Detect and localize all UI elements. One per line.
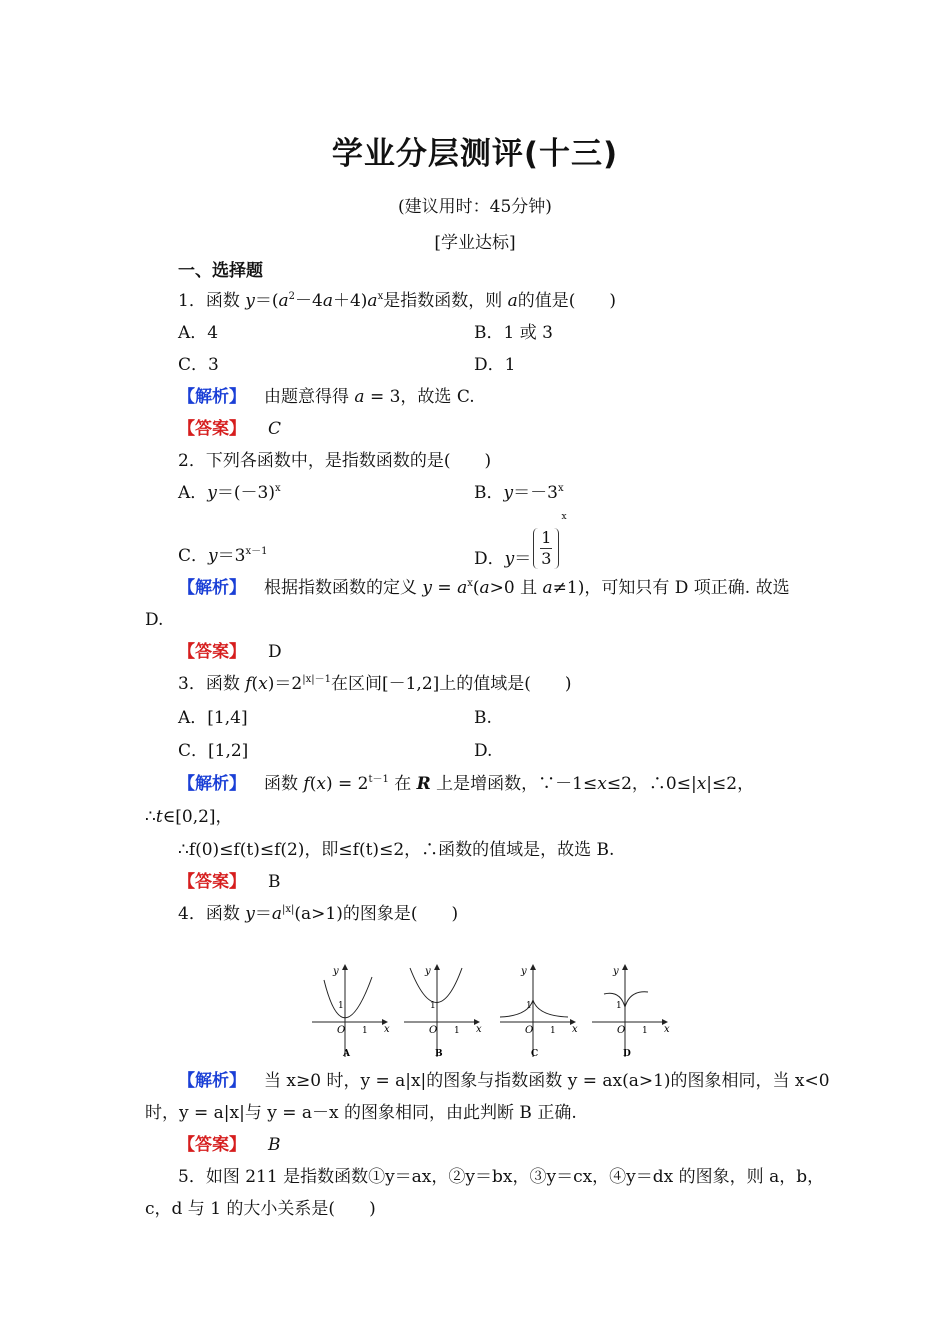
origin-label: O	[337, 1025, 346, 1036]
question-5-stem: 5．如图 211 是指数函数①y＝ax，②y＝bx，③y＝cx，④y＝dx 的图象，则 a，b，	[178, 1167, 825, 1187]
q2-option-b: B．$y=-3^x$	[474, 483, 564, 503]
analysis-label: 【解析】	[178, 578, 246, 598]
section-heading: 一、选择题	[178, 261, 263, 281]
graph-d	[592, 964, 670, 1059]
graph-options-figure	[310, 962, 680, 1067]
q2-option-c: C．$y=3^{x-1}$	[178, 546, 268, 566]
svg-text:O: O	[617, 1025, 626, 1036]
analysis-label: 【解析】	[178, 387, 246, 407]
analysis-label: 【解析】	[178, 774, 246, 794]
q3-option-c: C．[1,2]	[178, 741, 249, 761]
graph-label-d: D	[623, 1049, 631, 1059]
section-tag: [学业达标]	[434, 233, 516, 253]
time-note: (建议用时：45分钟)	[398, 197, 552, 217]
q3-analysis-cont-1: ∴t∈[0,2]，	[145, 807, 233, 827]
q3-option-a: A．[1,4]	[178, 708, 248, 728]
q1-option-c: C．3	[178, 355, 219, 375]
svg-text:x: x	[572, 1024, 578, 1035]
q2-option-d: D．y＝ $\frac{1}{3}$ $^x$	[474, 512, 567, 569]
graph-c	[500, 964, 578, 1059]
question-2-stem: 2．下列各函数中，是指数函数的是( )	[178, 451, 492, 471]
q2-analysis-cont: D.	[145, 610, 164, 630]
svg-text:1: 1	[550, 1026, 556, 1036]
question-5-stem-cont: c，d 与 1 的大小关系是( )	[145, 1199, 376, 1219]
answer-label: 【答案】	[178, 872, 246, 892]
q2-option-a: A．$y=(-3)^x$	[178, 483, 281, 503]
q2-analysis: 【解析】 根据指数函数的定义 $y = a^x(a>0$ 且 a≠1)，可知只有 D 项正确. 故选	[178, 578, 790, 598]
q1-analysis: 【解析】 由题意得得 a = 3，故选 C.	[178, 387, 475, 407]
q4-answer: 【答案】 B	[178, 1135, 281, 1155]
q4-analysis: 【解析】 当 x≥0 时，y = a|x|的图象与指数函数 y = ax(a>1)的图象相同，当 x<0	[178, 1071, 830, 1091]
q1-option-d: D．1	[474, 355, 516, 375]
axis-x-label: x	[384, 1024, 390, 1035]
svg-text:1: 1	[642, 1026, 648, 1036]
q1-option-b: B．1 或 3	[474, 323, 553, 343]
graph-label-c: C	[531, 1049, 539, 1059]
q3-analysis-cont-2: ∴f(0)≤f(t)≤f(2)，即≤f(t)≤2，∴函数的值域是，故选 B.	[178, 840, 615, 860]
q4-analysis-cont: 时，y = a|x|与 y = a－x 的图象相同，由此判断 B 正确.	[145, 1103, 577, 1123]
graph-label-b: B	[435, 1049, 443, 1059]
q3-analysis: 【解析】 函数 $f(x) = 2^{t-1}$ 在 R 上是增函数，∵－1≤x≤2，∴0≤|x|≤2，	[178, 774, 755, 794]
fraction-one-third: $\frac{1}{3}$	[533, 528, 559, 569]
graph-label-a: A	[343, 1049, 350, 1059]
analysis-label: 【解析】	[178, 1071, 246, 1091]
axis-y-label: y	[333, 966, 339, 977]
svg-text:1: 1	[616, 1001, 622, 1011]
svg-text:y: y	[521, 966, 527, 977]
page-title: 学业分层测评(十三)	[331, 136, 619, 172]
graph-options-svg	[310, 962, 680, 1062]
svg-text:y: y	[613, 966, 619, 977]
q3-answer: 【答案】 B	[178, 872, 281, 892]
svg-text:O: O	[429, 1025, 438, 1036]
svg-text:x: x	[476, 1024, 482, 1035]
tick-one-y: 1	[338, 1001, 344, 1011]
svg-text:x: x	[664, 1024, 670, 1035]
svg-text:1: 1	[454, 1026, 460, 1036]
q1-option-a: A．4	[178, 323, 219, 343]
answer-label: 【答案】	[178, 419, 246, 439]
graph-a	[312, 964, 390, 1059]
svg-text:O: O	[525, 1025, 534, 1036]
answer-label: 【答案】	[178, 1135, 246, 1155]
graph-b	[404, 964, 482, 1059]
q3-option-d: D.	[474, 741, 493, 761]
question-3-stem: 3．函数 $f(x)=2^{|x|-1}$在区间[－1,2]上的值域是( )	[178, 674, 572, 694]
q3-option-b: B.	[474, 708, 492, 728]
svg-text:y: y	[425, 966, 431, 977]
tick-one-x: 1	[362, 1026, 368, 1036]
q1-answer: 【答案】 C	[178, 419, 282, 439]
q2-answer: 【答案】 D	[178, 642, 282, 662]
svg-text:1: 1	[526, 1001, 532, 1011]
svg-text:1: 1	[430, 1001, 436, 1011]
question-4-stem: 4．函数 $y=a^{|x|}(a>1)$的图象是( )	[178, 904, 459, 924]
question-1-stem: 1．函数 $y=(a^2-4a+4)a^x$是指数函数，则 a的值是( )	[178, 291, 617, 311]
answer-label: 【答案】	[178, 642, 246, 662]
